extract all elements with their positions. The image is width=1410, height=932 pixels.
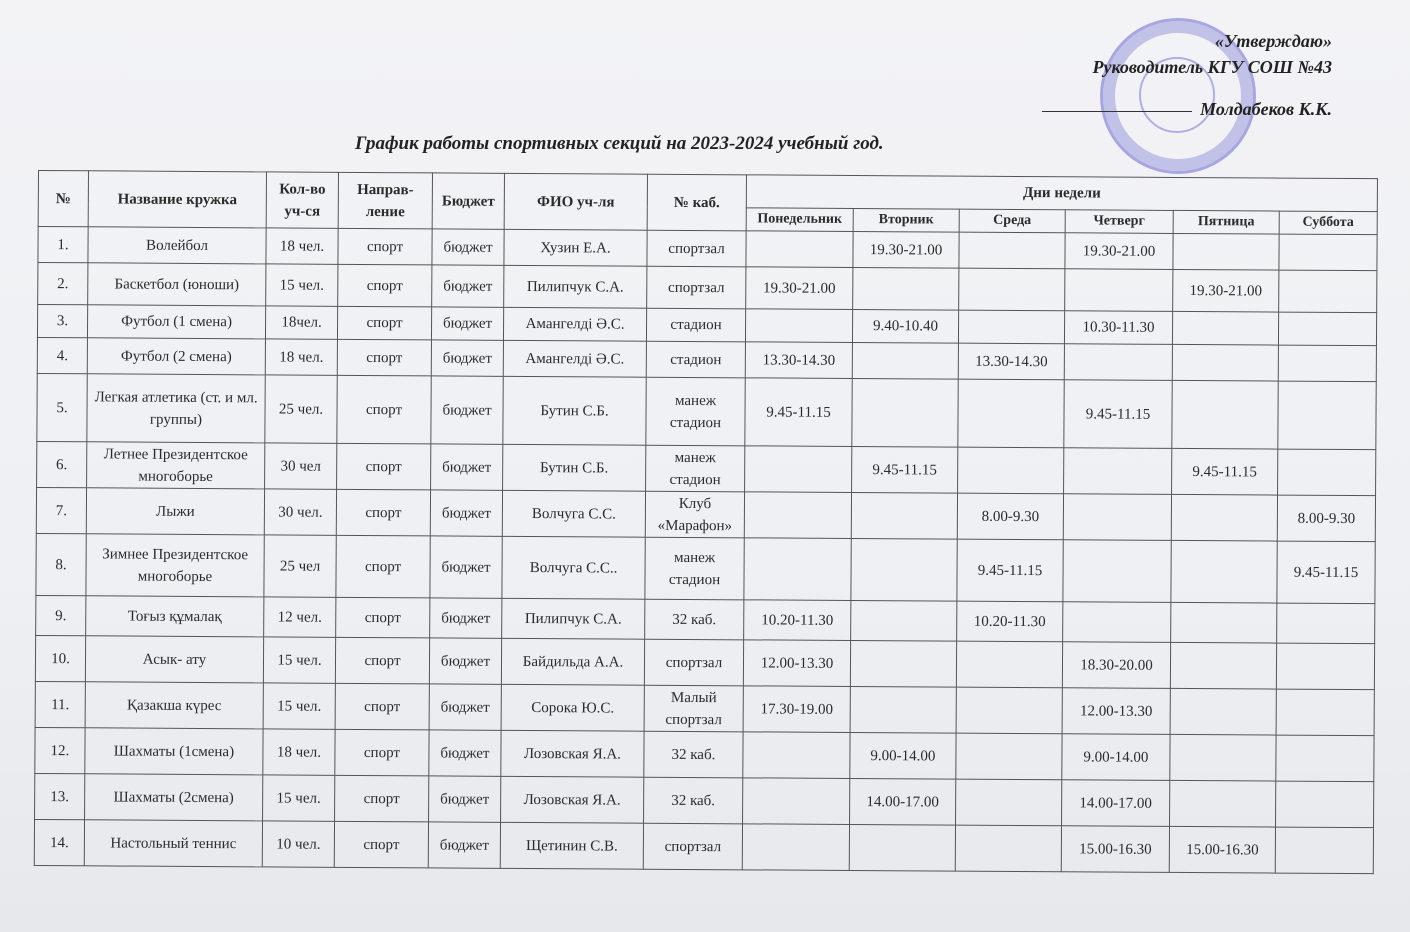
- cell-direction: спорт: [337, 339, 431, 376]
- cell-day: 12.00-13.30: [1062, 688, 1170, 735]
- header-days-group: Дни недели: [746, 175, 1377, 212]
- cell-budget: бюджет: [432, 265, 504, 307]
- cell-teacher: Амангелді Ә.С.: [503, 307, 646, 341]
- header-num: №: [38, 171, 88, 227]
- cell-direction: спорт: [337, 375, 431, 444]
- table-row: [35, 773, 1374, 827]
- cell-day: 13.30-14.30: [958, 343, 1064, 380]
- cell-day: [1172, 344, 1278, 381]
- header-day: Пятница: [1173, 210, 1279, 234]
- cell-name: Волейбол: [88, 227, 266, 264]
- header-direction: Направ-ление: [338, 172, 432, 229]
- cell-count: 18чел.: [265, 306, 337, 339]
- cell-day: [1063, 540, 1171, 603]
- cell-teacher: Пилипчук С.А.: [504, 265, 647, 308]
- cell-num: 10.: [35, 635, 85, 681]
- cell-num: 2.: [38, 263, 88, 305]
- table-row: [34, 819, 1373, 873]
- cell-budget: бюджет: [430, 536, 502, 598]
- cell-name: Летнее Президентское многоборье: [87, 442, 265, 489]
- cell-day: [744, 538, 851, 601]
- header-row: [38, 171, 1377, 212]
- cell-day: 13.30-14.30: [745, 342, 852, 379]
- header-budget: Бюджет: [432, 173, 504, 229]
- cell-day: [1063, 602, 1171, 643]
- cell-direction: спорт: [336, 535, 430, 598]
- header-count: Кол-во уч-ся: [266, 172, 338, 228]
- header-day: Суббота: [1279, 211, 1377, 235]
- cell-count: 15 чел.: [266, 264, 338, 306]
- cell-day: [745, 309, 852, 343]
- cell-day: 9.00-14.00: [850, 732, 956, 779]
- cell-day: [1278, 449, 1376, 496]
- cell-name: Тоғыз құмалақ: [86, 596, 264, 637]
- cell-direction: спорт: [338, 264, 432, 307]
- cell-num: 14.: [34, 819, 84, 865]
- cell-room: 32 каб.: [644, 731, 743, 778]
- cell-count: 30 чел: [265, 443, 337, 489]
- cell-room: спортзал: [643, 823, 742, 870]
- cell-day: [851, 538, 957, 601]
- header-room: № каб.: [647, 174, 746, 231]
- table-row: [35, 635, 1374, 689]
- cell-num: 12.: [35, 727, 85, 773]
- cell-teacher: Бутин С.Б.: [503, 444, 646, 491]
- cell-day: [1172, 380, 1278, 449]
- cell-day: 9.45-11.15: [957, 539, 1063, 602]
- signature-line: [1042, 110, 1192, 112]
- cell-day: 15.00-16.30: [1169, 826, 1275, 873]
- cell-teacher: Волчуга С.С..: [502, 536, 645, 599]
- cell-count: 30 чел.: [264, 489, 336, 535]
- cell-num: 4.: [37, 337, 87, 373]
- cell-day: [849, 824, 955, 871]
- cell-day: [1278, 312, 1376, 346]
- cell-day: [1172, 311, 1278, 345]
- cell-day: [744, 492, 851, 539]
- cell-day: [1278, 345, 1376, 382]
- cell-day: 9.45-11.15: [745, 378, 852, 447]
- cell-day: [956, 641, 1062, 688]
- cell-num: 9.: [36, 595, 86, 635]
- cell-day: [1279, 234, 1377, 271]
- cell-budget: бюджет: [431, 340, 503, 376]
- cell-day: [1171, 602, 1277, 643]
- cell-day: [850, 640, 956, 687]
- cell-room: спортзал: [644, 639, 743, 686]
- cell-room: спортзал: [647, 266, 746, 309]
- cell-count: 18 чел.: [263, 729, 335, 775]
- cell-day: [956, 779, 1062, 826]
- cell-day: [1170, 642, 1276, 689]
- cell-day: [1276, 735, 1374, 782]
- approval-heading: «Утверждаю»: [1214, 31, 1332, 51]
- cell-teacher: Лозовская Я.А.: [501, 730, 644, 777]
- cell-day: 12.00-13.30: [743, 640, 850, 687]
- cell-room: Малый спортзал: [644, 685, 743, 732]
- cell-day: [1276, 781, 1374, 828]
- cell-teacher: Амангелді Ә.С.: [503, 340, 646, 377]
- cell-room: манеж стадион: [645, 537, 744, 600]
- cell-day: [1065, 269, 1173, 312]
- approval-signature-row: [1032, 96, 1332, 122]
- cell-day: 9.45-11.15: [1277, 541, 1375, 604]
- cell-num: 3.: [37, 305, 87, 338]
- cell-day: [743, 732, 850, 779]
- cell-day: [746, 231, 853, 268]
- cell-day: [1277, 603, 1375, 644]
- header-teacher: ФИО уч-ля: [504, 173, 647, 230]
- cell-day: [1170, 734, 1276, 781]
- cell-day: 14.00-17.00: [850, 778, 956, 825]
- cell-direction: спорт: [338, 228, 432, 265]
- cell-day: [958, 310, 1064, 344]
- cell-day: [1171, 540, 1277, 603]
- cell-budget: бюджет: [431, 307, 503, 340]
- cell-direction: спорт: [335, 729, 429, 776]
- cell-count: 10 чел.: [262, 821, 334, 867]
- cell-day: [958, 447, 1064, 494]
- table-row: [35, 727, 1374, 781]
- cell-day: [851, 600, 957, 641]
- cell-day: [1063, 494, 1171, 541]
- cell-teacher: Сорока Ю.С.: [501, 684, 644, 731]
- cell-day: [956, 687, 1062, 734]
- cell-day: [958, 379, 1064, 448]
- table-row: [36, 487, 1375, 541]
- cell-budget: бюджет: [428, 822, 500, 868]
- table-row: [35, 681, 1374, 735]
- cell-day: [1170, 780, 1276, 827]
- cell-day: 9.00-14.00: [1062, 734, 1170, 781]
- cell-day: 14.00-17.00: [1062, 780, 1170, 827]
- cell-direction: спорт: [337, 306, 431, 340]
- cell-count: 15 чел.: [263, 775, 335, 821]
- cell-direction: спорт: [336, 489, 430, 536]
- cell-count: 15 чел.: [263, 637, 335, 683]
- cell-day: [743, 778, 850, 825]
- cell-day: 10.30-11.30: [1064, 311, 1172, 345]
- header-day: Понедельник: [746, 208, 853, 232]
- cell-day: 17.30-19.00: [743, 686, 850, 733]
- cell-day: [852, 378, 958, 447]
- cell-day: [745, 446, 852, 493]
- schedule-table: [34, 170, 1378, 874]
- cell-day: 10.20-11.30: [744, 600, 851, 641]
- cell-budget: бюджет: [429, 730, 501, 776]
- cell-direction: спорт: [337, 443, 431, 490]
- header-day: Вторник: [853, 208, 959, 232]
- cell-name: Шахматы (1смена): [85, 728, 263, 775]
- cell-day: 8.00-9.30: [1277, 495, 1375, 542]
- cell-room: Клуб «Марафон»: [645, 491, 744, 538]
- cell-name: Футбол (1 смена): [87, 305, 265, 339]
- cell-count: 25 чел.: [265, 375, 337, 443]
- cell-budget: бюджет: [430, 490, 502, 536]
- cell-room: стадион: [646, 308, 745, 342]
- cell-day: [852, 342, 958, 379]
- cell-budget: бюджет: [432, 229, 504, 265]
- cell-num: 6.: [37, 441, 87, 487]
- cell-teacher: Пилипчук С.А.: [502, 598, 645, 639]
- approval-block: [1032, 28, 1332, 122]
- cell-num: 13.: [35, 773, 85, 819]
- cell-day: 19.30-21.00: [1065, 233, 1173, 270]
- cell-name: Қазакша күрес: [85, 682, 263, 729]
- cell-budget: бюджет: [429, 638, 501, 684]
- cell-day: 8.00-9.30: [957, 493, 1063, 540]
- cell-direction: спорт: [335, 775, 429, 822]
- cell-day: [742, 824, 849, 871]
- cell-day: [1173, 233, 1279, 270]
- cell-room: 32 каб.: [644, 777, 743, 824]
- cell-teacher: Лозовская Я.А.: [501, 776, 644, 823]
- cell-day: [1278, 381, 1376, 450]
- cell-name: Футбол (2 смена): [87, 338, 265, 375]
- cell-day: 19.30-21.00: [746, 267, 853, 310]
- cell-name: Баскетбол (юноши): [88, 263, 266, 306]
- cell-day: 19.30-21.00: [853, 231, 959, 268]
- page-title: График работы спортивных секций на 2023-2024 учебный год.: [355, 133, 884, 154]
- cell-teacher: Щетинин С.В.: [500, 822, 643, 869]
- cell-room: 32 каб.: [645, 599, 744, 640]
- cell-budget: бюджет: [430, 598, 502, 638]
- header-name: Название кружка: [88, 171, 266, 228]
- cell-count: 25 чел: [264, 535, 336, 597]
- cell-name: Асык- ату: [85, 636, 263, 683]
- cell-day: [959, 268, 1065, 311]
- cell-day: [1276, 643, 1374, 690]
- cell-count: 18 чел.: [266, 228, 338, 264]
- cell-day: [955, 825, 1061, 872]
- cell-day: [1171, 494, 1277, 541]
- cell-day: 9.45-11.15: [1172, 448, 1278, 495]
- table-row: [36, 533, 1375, 603]
- approval-position: Руководитель КГУ СОШ №43: [1092, 57, 1332, 77]
- table-row: [37, 441, 1376, 495]
- cell-day: 10.20-11.30: [957, 601, 1063, 642]
- schedule-body: [34, 227, 1377, 874]
- cell-day: 18.30-20.00: [1062, 642, 1170, 689]
- cell-room: манеж стадион: [646, 377, 745, 446]
- cell-teacher: Хузин Е.А.: [504, 229, 647, 266]
- cell-name: Лыжи: [86, 488, 264, 535]
- cell-direction: спорт: [336, 597, 430, 638]
- cell-day: 9.45-11.15: [852, 446, 958, 493]
- cell-day: [1064, 448, 1172, 495]
- cell-day: [1170, 688, 1276, 735]
- cell-day: 15.00-16.30: [1061, 826, 1169, 873]
- cell-day: 9.40-10.40: [852, 309, 958, 343]
- cell-day: [1276, 689, 1374, 736]
- cell-budget: бюджет: [429, 776, 501, 822]
- cell-num: 1.: [38, 227, 88, 263]
- cell-day: [959, 232, 1065, 269]
- cell-day: [1279, 270, 1377, 313]
- cell-day: 9.45-11.15: [1064, 380, 1172, 449]
- cell-name: Шахматы (2смена): [85, 774, 263, 821]
- cell-teacher: Байдильда А.А.: [501, 638, 644, 685]
- cell-count: 15 чел.: [263, 683, 335, 729]
- header-day: Среда: [959, 209, 1065, 233]
- cell-day: 19.30-21.00: [1173, 269, 1279, 312]
- cell-day: [956, 733, 1062, 780]
- cell-count: 12 чел.: [264, 597, 336, 637]
- cell-teacher: Бутин С.Б.: [503, 376, 646, 445]
- cell-budget: бюджет: [429, 684, 501, 730]
- cell-day: [1275, 827, 1373, 874]
- cell-num: 11.: [35, 681, 85, 727]
- cell-num: 7.: [36, 487, 86, 533]
- approval-name: Молдабеков К.К.: [1200, 99, 1332, 119]
- table-row: [37, 373, 1376, 449]
- cell-teacher: Волчуга С.С.: [502, 490, 645, 537]
- cell-budget: бюджет: [431, 444, 503, 490]
- cell-day: [850, 686, 956, 733]
- cell-direction: спорт: [335, 637, 429, 684]
- cell-day: [851, 492, 957, 539]
- cell-day: [853, 267, 959, 310]
- cell-day: [1064, 344, 1172, 381]
- cell-room: манеж стадион: [646, 445, 745, 492]
- cell-name: Зимнее Президентское многоборье: [86, 534, 264, 597]
- header-day: Четверг: [1065, 210, 1173, 234]
- cell-room: стадион: [646, 341, 745, 378]
- cell-name: Настольный теннис: [84, 820, 262, 867]
- cell-direction: спорт: [334, 821, 428, 868]
- cell-num: 8.: [36, 533, 86, 595]
- cell-num: 5.: [37, 373, 87, 441]
- cell-budget: бюджет: [431, 376, 503, 444]
- cell-room: спортзал: [647, 230, 746, 267]
- cell-name: Легкая атлетика (ст. и мл. группы): [87, 374, 265, 443]
- cell-count: 18 чел.: [265, 339, 337, 375]
- cell-direction: спорт: [335, 683, 429, 730]
